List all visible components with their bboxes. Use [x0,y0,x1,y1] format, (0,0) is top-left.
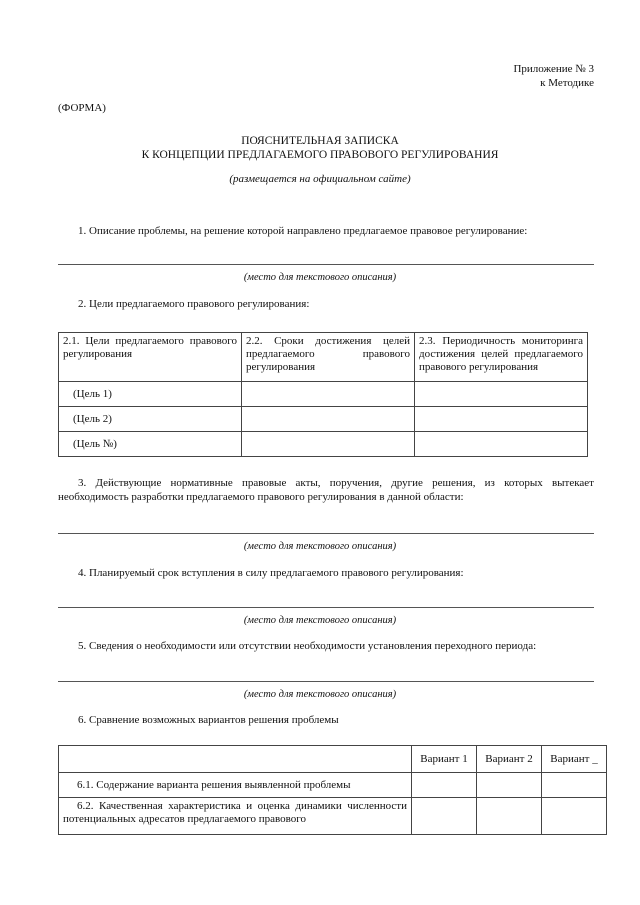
goal-cell: (Цель 2) [59,407,242,432]
section-4-heading: 4. Планируемый срок вступления в силу предлагаемого правового регулирования: [78,567,464,579]
variant-row-label: 6.1. Содержание варианта решения выявленной проблемы [59,773,412,798]
empty-cell [415,432,588,457]
section-1-heading: 1. Описание проблемы, на решение которой направлено предлагаемое правовое регулирование: [78,225,528,237]
section-4-placeholder: (место для текстового описания) [243,615,397,626]
empty-cell [412,798,477,835]
variant-n-header: Вариант _ [542,746,607,773]
section-5-placeholder: (место для текстового описания) [243,689,397,700]
goals-header-monitoring: 2.3. Периодичность мониторинга достижения целей предлагаемого правового регулирования [415,333,588,382]
section-2-heading: 2. Цели предлагаемого правового регулирования: [78,298,310,310]
section-3-text-line [58,533,594,534]
title-note: (размещается на официальном сайте) [229,173,411,185]
goals-header-goals: 2.1. Цели предлагаемого правового регулирования [59,333,242,382]
goals-table-header-row [59,333,588,382]
empty-cell [415,407,588,432]
goals-header-deadlines: 2.2. Сроки достижения целей предлагаемого правового регулирования [242,333,415,382]
form-label: (ФОРМА) [58,102,106,114]
goal-cell: (Цель №) [59,432,242,457]
variants-header-blank [59,746,412,773]
table-row [59,407,588,432]
empty-cell [242,382,415,407]
empty-cell [242,407,415,432]
section-6-heading: 6. Сравнение возможных вариантов решения проблемы [78,714,339,726]
section-5-heading: 5. Сведения о необходимости или отсутствии необходимости установления переходного периода: [78,640,537,652]
empty-cell [242,432,415,457]
section-3-placeholder: (место для текстового описания) [243,541,397,552]
empty-cell [477,798,542,835]
document-title [0,134,640,162]
goals-table [58,332,588,457]
empty-cell [542,773,607,798]
annex-methodology: к Методике [540,77,594,89]
table-row [59,432,588,457]
empty-cell [415,382,588,407]
empty-cell [477,773,542,798]
section-1-text-line [58,264,594,265]
variant-row-label: 6.2. Качественная характеристика и оценка динамики численности потенциальных адресатов предлагаемого правового [59,798,412,835]
variant-1-header: Вариант 1 [412,746,477,773]
section-1-placeholder: (место для текстового описания) [243,272,397,283]
annex-reference [513,62,594,90]
empty-cell [542,798,607,835]
variants-table [58,745,607,835]
table-row [59,382,588,407]
table-row [59,773,607,798]
goal-cell: (Цель 1) [59,382,242,407]
section-3-heading: 3. Действующие нормативные правовые акты, поручения, другие решения, из которых вытекает необходимость разработки предлагаемого правового регулирования в данной области: [58,477,594,503]
variants-table-header-row [59,746,607,773]
variant-2-header: Вариант 2 [477,746,542,773]
section-5-text-line [58,681,594,682]
title-line-2: К КОНЦЕПЦИИ ПРЕДЛАГАЕМОГО ПРАВОВОГО РЕГУЛИРОВАНИЯ [141,149,499,161]
title-line-1: ПОЯСНИТЕЛЬНАЯ ЗАПИСКА [241,135,399,147]
empty-cell [412,773,477,798]
section-4-text-line [58,607,594,608]
table-row [59,798,607,835]
annex-number: Приложение № 3 [513,63,594,75]
